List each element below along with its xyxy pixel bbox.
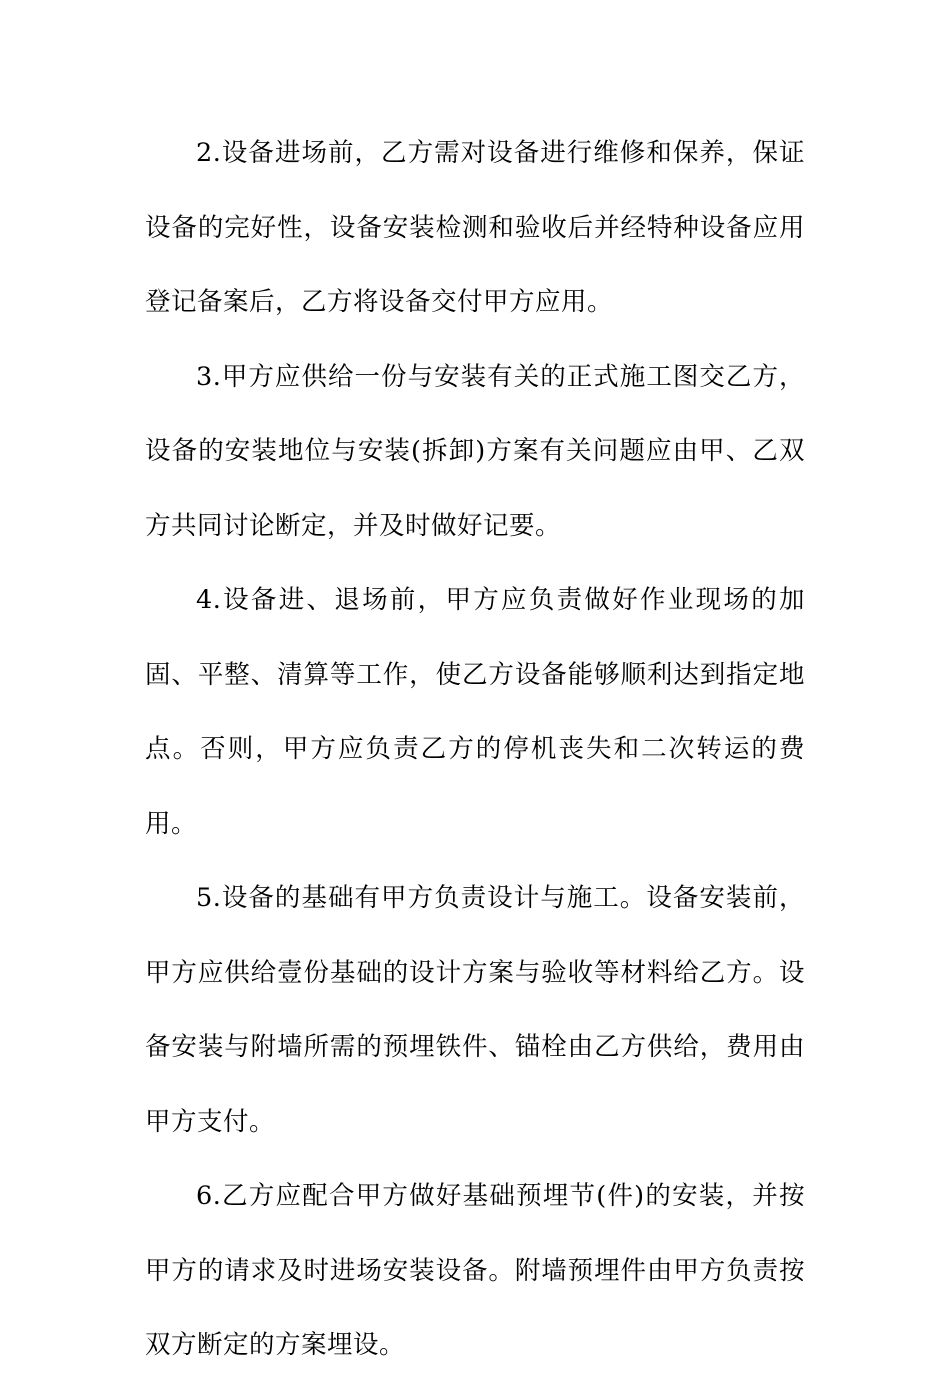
clause-5-paragraph: 5.设备的基础有甲方负责设计与施工。设备安装前，甲方应供给壹份基础的设计方案与验收等材料给乙方。设备安装与附墙所需的预埋铁件、锚栓由乙方供给，费用由甲方支付。 — [145, 883, 805, 1137]
clause-6-paragraph: 6.乙方应配合甲方做好基础预埋节(件)的安装，并按甲方的请求及时进场安装设备。附墙预埋件由甲方负责按双方断定的方案埋设。 — [145, 1181, 805, 1360]
clause-3-paragraph: 3.甲方应供给一份与安装有关的正式施工图交乙方，设备的安装地位与安装(拆卸)方案有关问题应由甲、乙双方共同讨论断定，并及时做好记要。 — [145, 361, 805, 541]
clause-4-paragraph: 4.设备进、退场前，甲方应负责做好作业现场的加固、平整、清算等工作，使乙方设备能够顺利达到指定地点。否则，甲方应负责乙方的停机丧失和二次转运的费用。 — [145, 585, 805, 839]
document-body — [145, 116, 805, 1383]
clause-2-paragraph: 2.设备进场前，乙方需对设备进行维修和保养，保证设备的完好性，设备安装检测和验收后并经特种设备应用登记备案后，乙方将设备交付甲方应用。 — [145, 138, 805, 317]
